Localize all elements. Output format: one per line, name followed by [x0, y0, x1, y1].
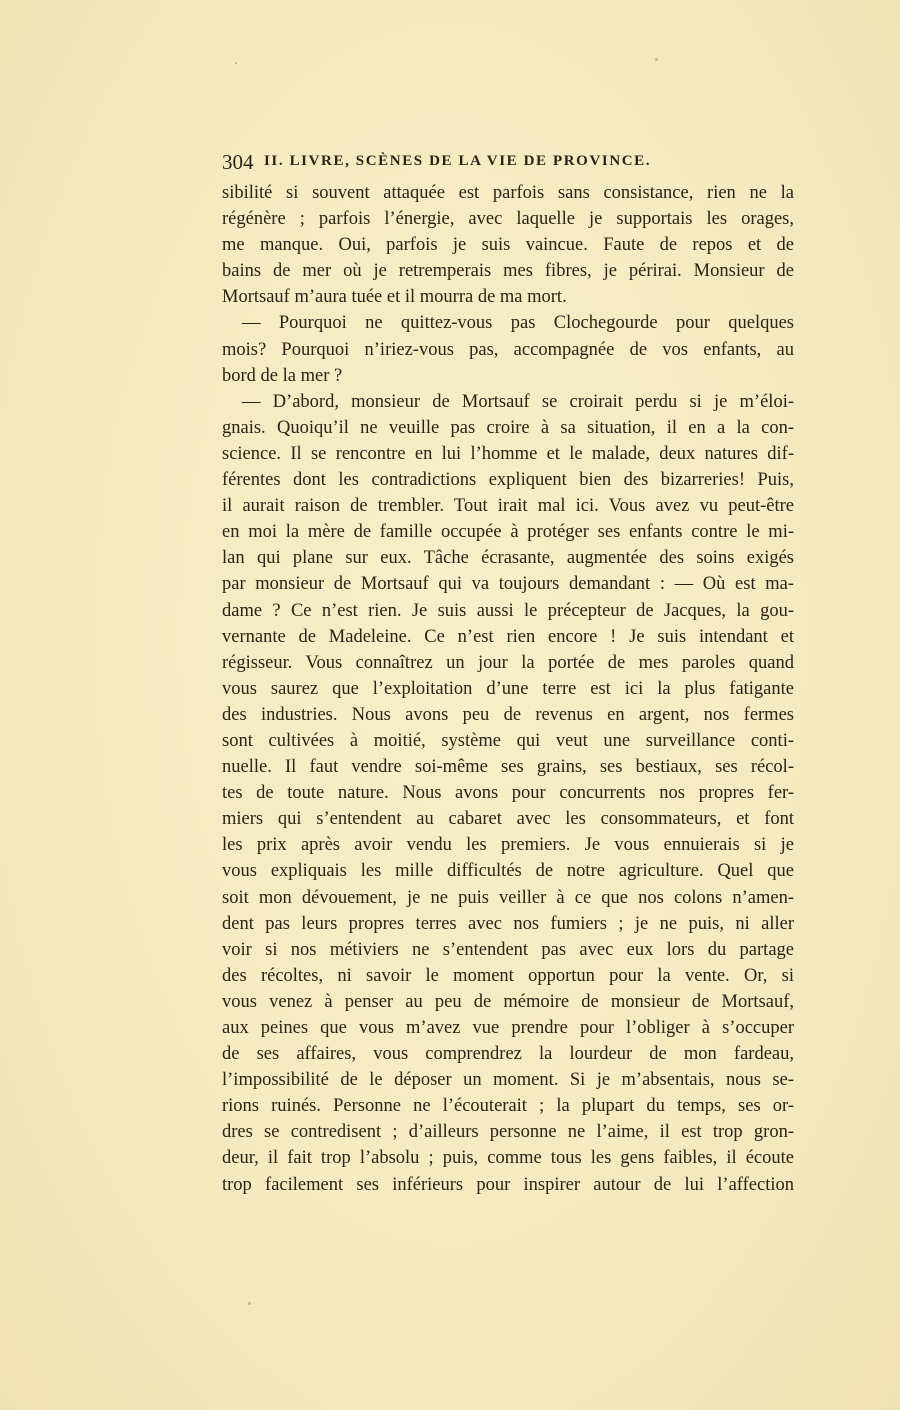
text-line: régénère ; parfois l’énergie, avec laquelle je supportais les orages, [222, 209, 794, 230]
text-line: Mortsauf m’aura tuée et il mourra de ma mort. [222, 287, 567, 308]
text-line: soit mon dévouement, je ne puis veiller à ce que nos colons n’amen- [222, 887, 794, 908]
text-line: vernante de Madeleine. Ce n’est rien encore ! Je suis intendant et [222, 626, 794, 647]
text-line: vous saurez que l’exploitation d’une terre est ici la plus fatigante [222, 678, 794, 699]
text-line: voir si nos métiviers ne s’entendent pas avec eux lors du partage [222, 939, 794, 960]
text-line: il aurait raison de trembler. Tout irait mal ici. Vous avez vu peut-être [222, 496, 794, 517]
text-line: vous venez à penser au peu de mémoire de monsieur de Mortsauf, [222, 991, 794, 1012]
text-line: régisseur. Vous connaîtrez un jour la portée de mes paroles quand [222, 652, 794, 673]
text-line: les prix après avoir vendu les premiers. Je vous ennuierais si je [222, 835, 794, 856]
text-line: des industries. Nous avons peu de revenus en argent, nos fermes [222, 704, 794, 725]
text-line: tes de toute nature. Nous avons pour concurrents nos propres fer- [222, 783, 794, 804]
text-line: sibilité si souvent attaquée est parfois sans consistance, rien ne la [222, 183, 794, 203]
text-line: science. Il se rencontre en lui l’homme et le malade, deux natures dif- [222, 443, 794, 464]
text-line: gnais. Quoiqu’il ne veuille pas croire à sa situation, il en a la con- [222, 417, 794, 438]
text-line: lan qui plane sur eux. Tâche écrasante, augmentée des soins exigés [222, 548, 794, 569]
text-line: dent pas leurs propres terres avec nos fumiers ; je ne puis, ni aller [222, 913, 794, 934]
text-line: trop facilement ses inférieurs pour inspirer autour de lui l’affection [222, 1174, 794, 1195]
text-line: — D’abord, monsieur de Mortsauf se croirait perdu si je m’éloi- [242, 391, 794, 412]
text-line: rions ruinés. Personne ne l’écouterait ; la plupart du temps, ses or- [222, 1096, 794, 1117]
text-line: me manque. Oui, parfois je suis vaincue. Faute de repos et de [222, 235, 794, 256]
text-line: dres se contredisent ; d’ailleurs personne ne l’aime, il est trop gron- [222, 1122, 794, 1143]
text-line: — Pourquoi ne quittez-vous pas Clochegourde pour quelques [242, 313, 794, 334]
body-text [222, 180, 794, 1198]
text-line: en moi la mère de famille occupée à protéger ses enfants contre le mi- [222, 522, 794, 543]
text-line: deur, il fait trop l’absolu ; puis, comme tous les gens faibles, il écoute [222, 1148, 794, 1169]
paper-speck [655, 58, 658, 61]
text-line: des récoltes, ni savoir le moment opportun pour la vente. Or, si [222, 965, 794, 986]
page-number: 304 [222, 150, 254, 174]
paper-speck [235, 62, 237, 64]
text-line: miers qui s’entendent au cabaret avec les consommateurs, et font [222, 809, 794, 830]
text-line: dame ? Ce n’est rien. Je suis aussi le précepteur de Jacques, la gou- [222, 600, 794, 621]
text-line: de ses affaires, vous comprendrez la lourdeur de mon fardeau, [222, 1044, 794, 1065]
text-line: l’impossibilité de le déposer un moment. Si je m’absentais, nous se- [222, 1070, 794, 1091]
text-line: vous expliquais les mille difficultés de notre agriculture. Quel que [222, 861, 794, 882]
page-header [222, 150, 794, 180]
text-line: aux peines que vous m’avez vue prendre pour l’obliger à s’occuper [222, 1018, 794, 1038]
text-line: sont cultivées à moitié, système qui veut une surveillance conti- [222, 730, 794, 751]
running-title: II. LIVRE, SCÈNES DE LA VIE DE PROVINCE. [264, 153, 652, 169]
text-line: bains de mer où je retremperais mes fibres, je périrai. Monsieur de [222, 261, 794, 282]
text-line: bord de la mer ? [222, 365, 343, 386]
text-line: par monsieur de Mortsauf qui va toujours demandant : — Où est ma- [222, 574, 794, 595]
paper-speck [248, 1302, 251, 1305]
text-line: mois? Pourquoi n’iriez-vous pas, accompagnée de vos enfants, au [222, 339, 794, 360]
text-line: férentes dont les contradictions expliquent bien des bizarreries! Puis, [222, 470, 794, 491]
text-line: nuelle. Il faut vendre soi-même ses grains, ses bestiaux, ses récol- [222, 757, 794, 778]
